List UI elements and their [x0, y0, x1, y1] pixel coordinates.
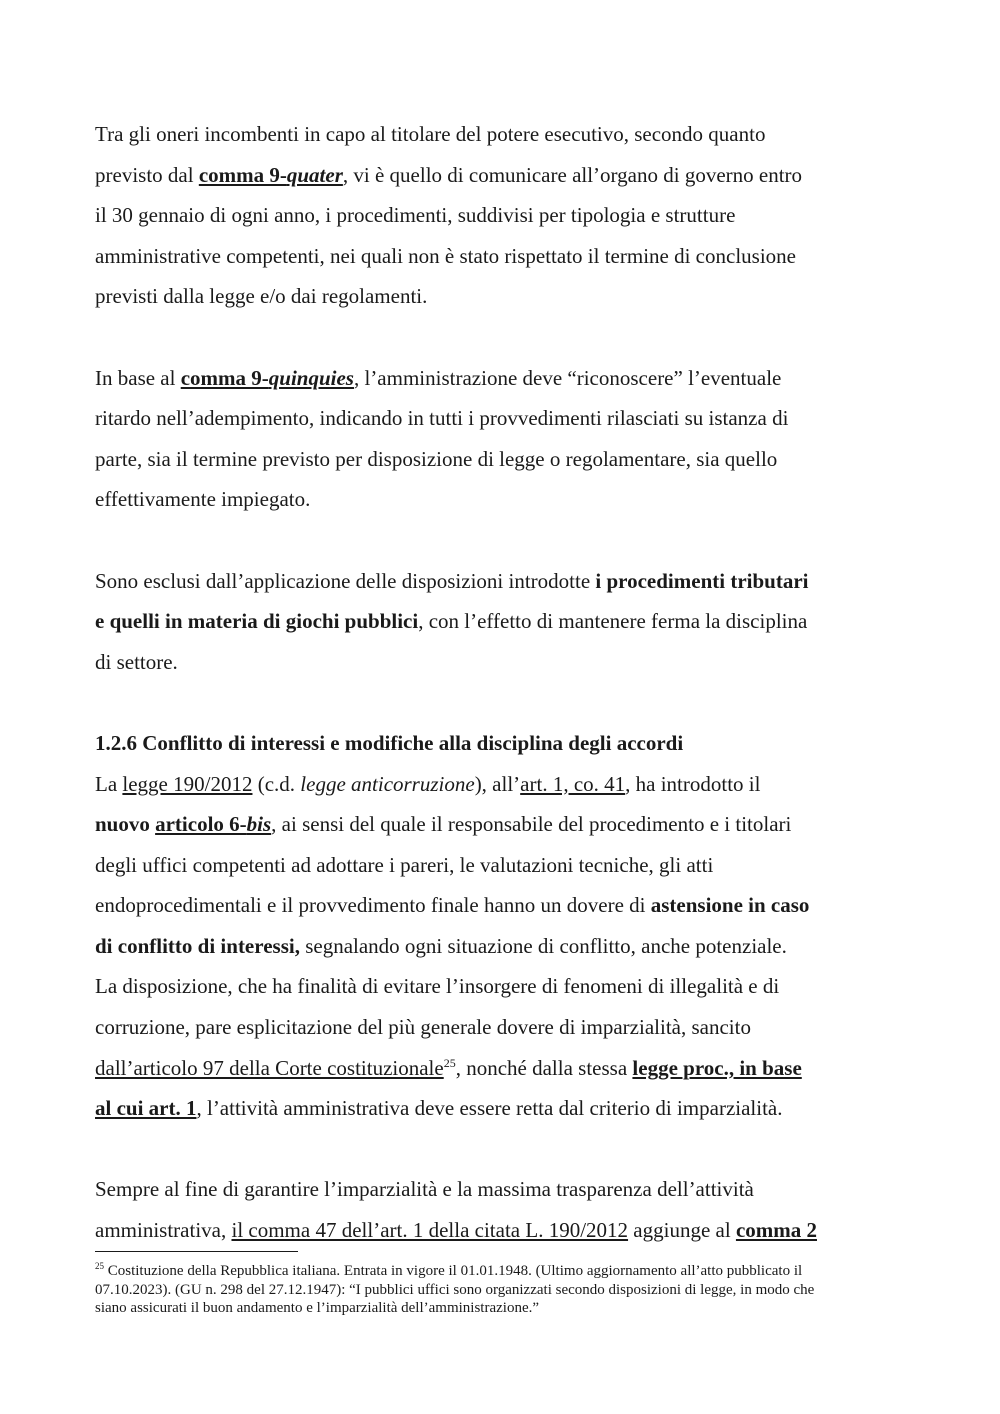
text-line — [95, 1210, 910, 1251]
document-body — [95, 114, 910, 1251]
comma-2-link[interactable]: comma 2 — [735, 1218, 817, 1243]
bold-text: nuovo — [95, 812, 156, 837]
footnote-line: siano assicurati il buon andamento e l’imparzialità dell’amministrazione.” — [95, 1300, 540, 1316]
text-span: , ha introdotto il — [625, 771, 761, 796]
text-span: comma 9- — [198, 162, 287, 187]
paragraph-esclusioni — [95, 561, 910, 683]
text-span: (c.d. — [252, 771, 301, 796]
text-span: In base al — [95, 365, 181, 390]
text-span: quater — [286, 162, 343, 187]
text-span: , vi è quello di comunicare all’organo di governo entro — [342, 162, 803, 187]
italic-text: legge anticorruzione — [300, 771, 475, 796]
text-line — [95, 1088, 910, 1129]
text-line: previsti dalla legge e/o dai regolamenti. — [95, 284, 428, 309]
text-span: , l’amministrazione deve “riconoscere” l’eventuale — [353, 365, 782, 390]
text-line: ritardo nell’adempimento, indicando in tutti i provvedimenti rilasciati su istanza di — [95, 406, 789, 431]
legge-proc-link[interactable]: legge proc., in base — [632, 1055, 802, 1080]
text-span: amministrativa, — [95, 1218, 232, 1243]
text-span: bis — [246, 812, 272, 837]
bold-text: e quelli in materia di giochi pubblici — [95, 609, 419, 634]
text-line: La disposizione, che ha finalità di evitare l’insorgere di fenomeni di illegalità e di — [95, 974, 780, 999]
text-line — [95, 885, 910, 926]
articolo-97-link[interactable]: dall’articolo 97 della Corte costituzionale — [95, 1055, 444, 1080]
paragraph-comma-47 — [95, 1169, 910, 1250]
paragraph-spacer — [95, 520, 910, 561]
text-span: articolo 6- — [155, 812, 247, 837]
footnote-reference[interactable]: 25 — [443, 1055, 456, 1070]
text-line: degli uffici competenti ad adottare i pareri, le valutazioni tecniche, gli atti — [95, 852, 714, 877]
footnote-line: 07.10.2023). (GU n. 298 del 27.12.1947): “I pubblici uffici sono organizzati secondo disposizioni di legge, in modo che — [95, 1281, 815, 1298]
text-span: endoprocedimentali e il provvedimento finale hanno un dovere di — [95, 893, 651, 918]
paragraph-spacer — [95, 317, 910, 358]
text-span: , nonché dalla stessa — [455, 1055, 633, 1080]
text-span: , con l’effetto di mantenere ferma la disciplina — [418, 609, 808, 634]
text-span: Costituzione della Repubblica italiana. Entrata in vigore il 01.01.1948. (Ultimo aggiornamento all’atto pubblicato il — [104, 1263, 803, 1279]
legge-proc-art-1-link[interactable]: al cui art. 1 — [95, 1096, 197, 1121]
text-line — [95, 561, 910, 602]
section-heading: 1.2.6 Conflitto di interessi e modifiche alla disciplina degli accordi — [95, 730, 684, 755]
paragraph-comma-9-quinquies — [95, 358, 910, 520]
art-1-co-41-link[interactable]: art. 1, co. 41 — [520, 771, 626, 796]
comma-9-quinquies-link[interactable] — [181, 366, 354, 390]
text-span: Sono esclusi dall’applicazione delle disposizioni introdotte — [95, 568, 596, 593]
text-span: comma 9- — [180, 365, 269, 390]
text-line — [95, 764, 910, 805]
text-line: Tra gli oneri incombenti in capo al titolare del potere esecutivo, secondo quanto — [95, 122, 766, 146]
paragraph-spacer — [95, 682, 910, 723]
text-line: Sempre al fine di garantire l’imparzialità e la massima trasparenza dell’attività — [95, 1177, 754, 1202]
text-span: ), all’ — [474, 771, 521, 796]
text-span: aggiunge al — [628, 1218, 736, 1243]
text-line — [95, 601, 910, 642]
legge-190-2012-link[interactable]: legge 190/2012 — [122, 771, 253, 796]
comma-9-quater-link[interactable] — [199, 163, 343, 187]
paragraph-comma-9-quater — [95, 114, 910, 317]
text-line — [95, 155, 910, 196]
text-span: La — [95, 771, 123, 796]
comma-47-link[interactable]: il comma 47 dell’art. 1 della citata L. 190/2012 — [231, 1218, 629, 1243]
text-line — [95, 358, 910, 399]
paragraph-spacer — [95, 1129, 910, 1170]
text-line: il 30 gennaio di ogni anno, i procedimenti, suddivisi per tipologia e strutture — [95, 203, 736, 228]
bold-text: i procedimenti tributari — [595, 568, 809, 593]
bold-text: astensione in caso — [650, 893, 810, 918]
text-span: , l’attività amministrativa deve essere retta dal criterio di imparzialità. — [196, 1096, 783, 1121]
text-line — [95, 804, 910, 845]
text-line: corruzione, pare esplicitazione del più generale dovere di imparzialità, sancito — [95, 1015, 751, 1040]
text-line: parte, sia il termine previsto per disposizione di legge o regolamentare, sia quello — [95, 446, 778, 471]
footnote-number: 25 — [95, 1261, 104, 1271]
text-span: , ai sensi del quale il responsabile del procedimento e i titolari — [271, 812, 792, 837]
paragraph-conflitto-interessi — [95, 764, 910, 1129]
bold-text: di conflitto di interessi, — [95, 933, 300, 958]
text-span: quinquies — [268, 365, 354, 390]
text-line: effettivamente impiegato. — [95, 487, 311, 512]
footnote-separator — [95, 1251, 298, 1252]
text-line: amministrative competenti, nei quali non è stato rispettato il termine di conclusione — [95, 243, 796, 268]
text-line: di settore. — [95, 649, 178, 674]
text-span: previsto dal — [95, 162, 199, 187]
text-span: segnalando ogni situazione di conflitto, anche potenziale. — [299, 933, 787, 958]
footnote-line — [95, 1262, 910, 1281]
text-line — [95, 926, 910, 967]
articolo-6-bis-link[interactable] — [155, 812, 271, 836]
text-line — [95, 1048, 910, 1089]
footnote-25 — [95, 1262, 910, 1318]
